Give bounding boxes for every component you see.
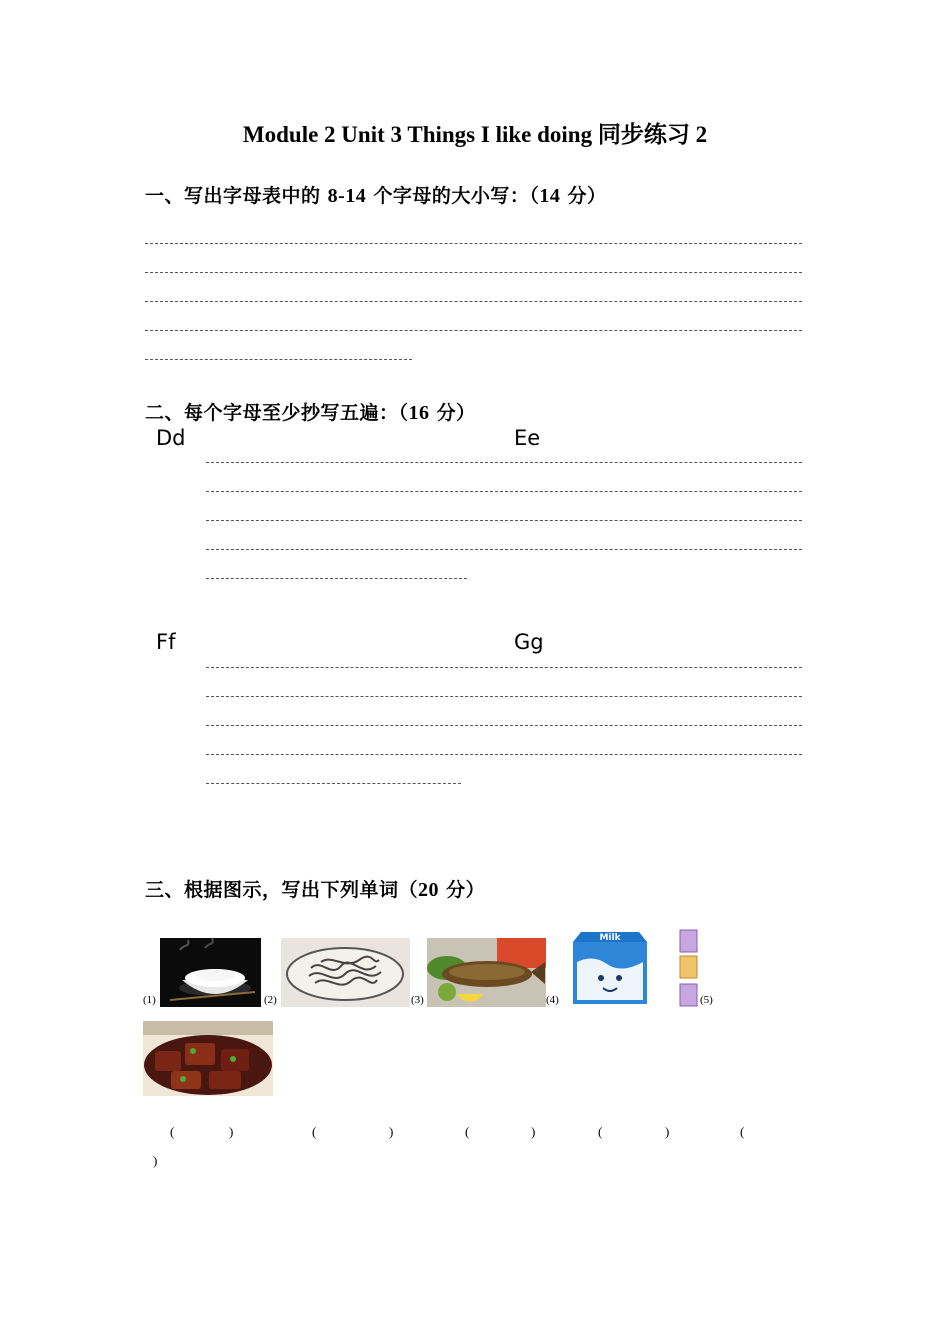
picture-caption: (2) <box>264 994 277 1006</box>
answer-open-paren: ( <box>312 1124 317 1139</box>
section-2-heading-end: 分） <box>429 402 476 424</box>
letter-gg: Gg <box>514 630 544 654</box>
writing-line[interactable] <box>206 549 802 550</box>
writing-line[interactable] <box>206 578 467 579</box>
answer-close-paren: ) <box>389 1124 394 1139</box>
writing-line[interactable] <box>206 491 802 492</box>
milk-boxes-picture <box>677 928 699 1008</box>
answer-blank-1[interactable] <box>180 1122 226 1140</box>
section-2-points: 16 <box>408 402 430 424</box>
picture-caption: (5) <box>700 994 713 1006</box>
section-3-heading-end: 分） <box>439 879 486 901</box>
writing-line[interactable] <box>206 754 802 755</box>
writing-line[interactable] <box>206 696 802 697</box>
noodles-picture <box>281 938 410 1007</box>
answer-close-paren: ) <box>153 1153 158 1168</box>
writing-line[interactable] <box>145 301 802 302</box>
section-1-heading-text: 一、写出字母表中的 <box>145 185 328 207</box>
section-3-heading <box>145 875 485 902</box>
picture-caption: (1) <box>143 994 156 1006</box>
answer-close-paren: ) <box>665 1124 670 1139</box>
milk-picture <box>563 928 657 1008</box>
writing-line[interactable] <box>206 462 802 463</box>
answer-blank-3[interactable] <box>475 1122 529 1140</box>
section-1-letter-range: 8-14 <box>327 185 367 207</box>
rice-picture <box>160 938 261 1007</box>
writing-line[interactable] <box>206 667 802 668</box>
answer-blank-4[interactable] <box>608 1122 662 1140</box>
answer-open-paren: ( <box>740 1124 745 1139</box>
section-3-heading-text: 三、根据图示，写出下列单词（ <box>145 879 419 901</box>
answer-open-paren: ( <box>598 1124 603 1139</box>
section-1-heading-text-2: 个字母的大小写：（ <box>366 185 540 207</box>
writing-line[interactable] <box>145 359 412 360</box>
answer-close-paren: ) <box>229 1124 234 1139</box>
braised-pork-picture <box>143 1021 273 1096</box>
page-title: Module 2 Unit 3 Things I like doing 同步练习 2 <box>242 122 708 147</box>
section-1-points: 14 <box>539 185 561 207</box>
section-1-heading <box>145 181 607 208</box>
section-2-heading <box>145 398 476 425</box>
writing-line[interactable] <box>145 243 802 244</box>
answer-open-paren: ( <box>465 1124 470 1139</box>
picture-caption: (3) <box>411 994 424 1006</box>
letter-dd: Dd <box>156 426 186 450</box>
section-3-points: 20 <box>418 879 440 901</box>
writing-line[interactable] <box>145 330 802 331</box>
letter-ee: Ee <box>514 426 541 450</box>
answer-close-paren: ) <box>531 1124 536 1139</box>
writing-line[interactable] <box>145 272 802 273</box>
answer-blank-2[interactable] <box>322 1122 386 1140</box>
section-2-heading-text: 二、每个字母至少抄写五遍：（ <box>145 402 409 424</box>
milk-label: Milk <box>599 933 621 943</box>
answer-blank-5[interactable] <box>750 1122 800 1140</box>
fish-picture <box>427 938 546 1007</box>
section-1-heading-end: 分） <box>560 185 607 207</box>
letter-ff: Ff <box>156 630 176 654</box>
answer-open-paren: ( <box>170 1124 175 1139</box>
writing-line[interactable] <box>206 725 802 726</box>
picture-caption: (4) <box>546 994 559 1006</box>
writing-line[interactable] <box>206 783 461 784</box>
writing-line[interactable] <box>206 520 802 521</box>
